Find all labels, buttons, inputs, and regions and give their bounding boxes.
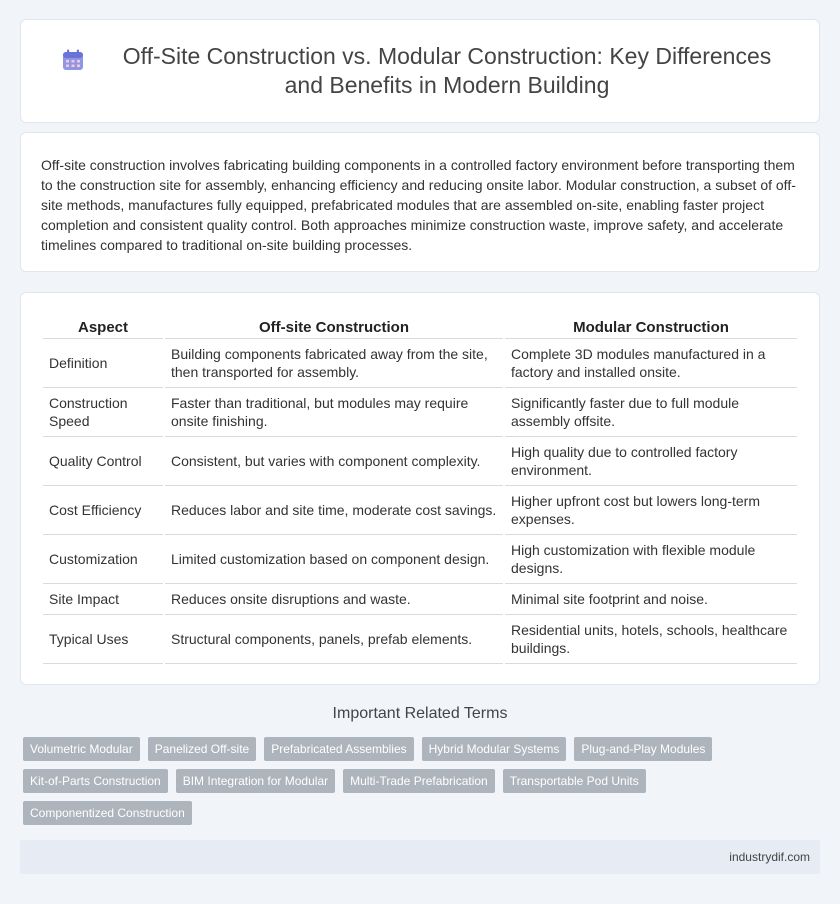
- modular-cell: Residential units, hotels, schools, healthcare buildings.: [505, 615, 797, 664]
- aspect-cell: Typical Uses: [43, 615, 163, 664]
- related-term-tag[interactable]: Multi-Trade Prefabrication: [343, 769, 495, 793]
- off-site-cell: Consistent, but varies with component complexity.: [165, 437, 503, 486]
- related-terms-heading: Important Related Terms: [332, 705, 508, 722]
- related-terms-list: [23, 737, 803, 825]
- comparison-card: [20, 292, 820, 685]
- off-site-cell: Reduces onsite disruptions and waste.: [165, 584, 503, 615]
- header-aspect: Aspect: [43, 315, 163, 339]
- related-term-tag[interactable]: Volumetric Modular: [23, 737, 140, 761]
- related-term-tag[interactable]: Panelized Off-site: [148, 737, 257, 761]
- modular-cell: High quality due to controlled factory environment.: [505, 437, 797, 486]
- off-site-cell: Structural components, panels, prefab elements.: [165, 615, 503, 664]
- table-row: [43, 584, 797, 615]
- related-term-tag[interactable]: BIM Integration for Modular: [176, 769, 335, 793]
- off-site-cell: Limited customization based on component design.: [165, 535, 503, 584]
- header-off-site: Off-site Construction: [165, 315, 503, 339]
- table-row: [43, 486, 797, 535]
- off-site-cell: Reduces labor and site time, moderate cost savings.: [165, 486, 503, 535]
- comparison-table: [41, 315, 799, 664]
- aspect-cell: Site Impact: [43, 584, 163, 615]
- related-term-tag[interactable]: Componentized Construction: [23, 801, 192, 825]
- modular-cell: Complete 3D modules manufactured in a factory and installed onsite.: [505, 339, 797, 388]
- related-term-tag[interactable]: Kit-of-Parts Construction: [23, 769, 168, 793]
- modular-cell: Significantly faster due to full module assembly offsite.: [505, 388, 797, 437]
- off-site-cell: Faster than traditional, but modules may require onsite finishing.: [165, 388, 503, 437]
- header-modular: Modular Construction: [505, 315, 797, 339]
- aspect-cell: Quality Control: [43, 437, 163, 486]
- modular-cell: High customization with flexible module designs.: [505, 535, 797, 584]
- aspect-cell: Construction Speed: [43, 388, 163, 437]
- aspect-cell: Definition: [43, 339, 163, 388]
- related-term-tag[interactable]: Plug-and-Play Modules: [574, 737, 712, 761]
- footer-site-link[interactable]: industrydif.com: [729, 850, 810, 864]
- intro-paragraph: Off-site construction involves fabricating building components in a controlled factory environment before transporting them to the construction site for assembly, enhancing efficiency and reducing onsite labor. Modular construction, a subset of off-site methods, manufactures fully equipped, prefabricated modules that are assembled on-site, enabling faster project completion and consistent quality control. Both approaches minimize construction waste, improve safety, and accelerate timelines compared to traditional on-site building processes.: [41, 157, 796, 253]
- table-header-row: [43, 315, 797, 339]
- table-row: [43, 437, 797, 486]
- related-term-tag[interactable]: Transportable Pod Units: [503, 769, 646, 793]
- modular-cell: Minimal site footprint and noise.: [505, 584, 797, 615]
- table-row: [43, 388, 797, 437]
- aspect-cell: Cost Efficiency: [43, 486, 163, 535]
- footer: [20, 840, 820, 874]
- table-row: [43, 615, 797, 664]
- intro-card: [20, 132, 820, 272]
- related-term-tag[interactable]: Hybrid Modular Systems: [422, 737, 567, 761]
- modular-cell: Higher upfront cost but lowers long-term expenses.: [505, 486, 797, 535]
- off-site-cell: Building components fabricated away from the site, then transported for assembly.: [165, 339, 503, 388]
- table-row: [43, 339, 797, 388]
- aspect-cell: Customization: [43, 535, 163, 584]
- title-card: [20, 19, 820, 123]
- table-row: [43, 535, 797, 584]
- page-title: Off-Site Construction vs. Modular Construction: Key Differences and Benefits in Modern Building: [122, 43, 772, 98]
- related-term-tag[interactable]: Prefabricated Assemblies: [264, 737, 413, 761]
